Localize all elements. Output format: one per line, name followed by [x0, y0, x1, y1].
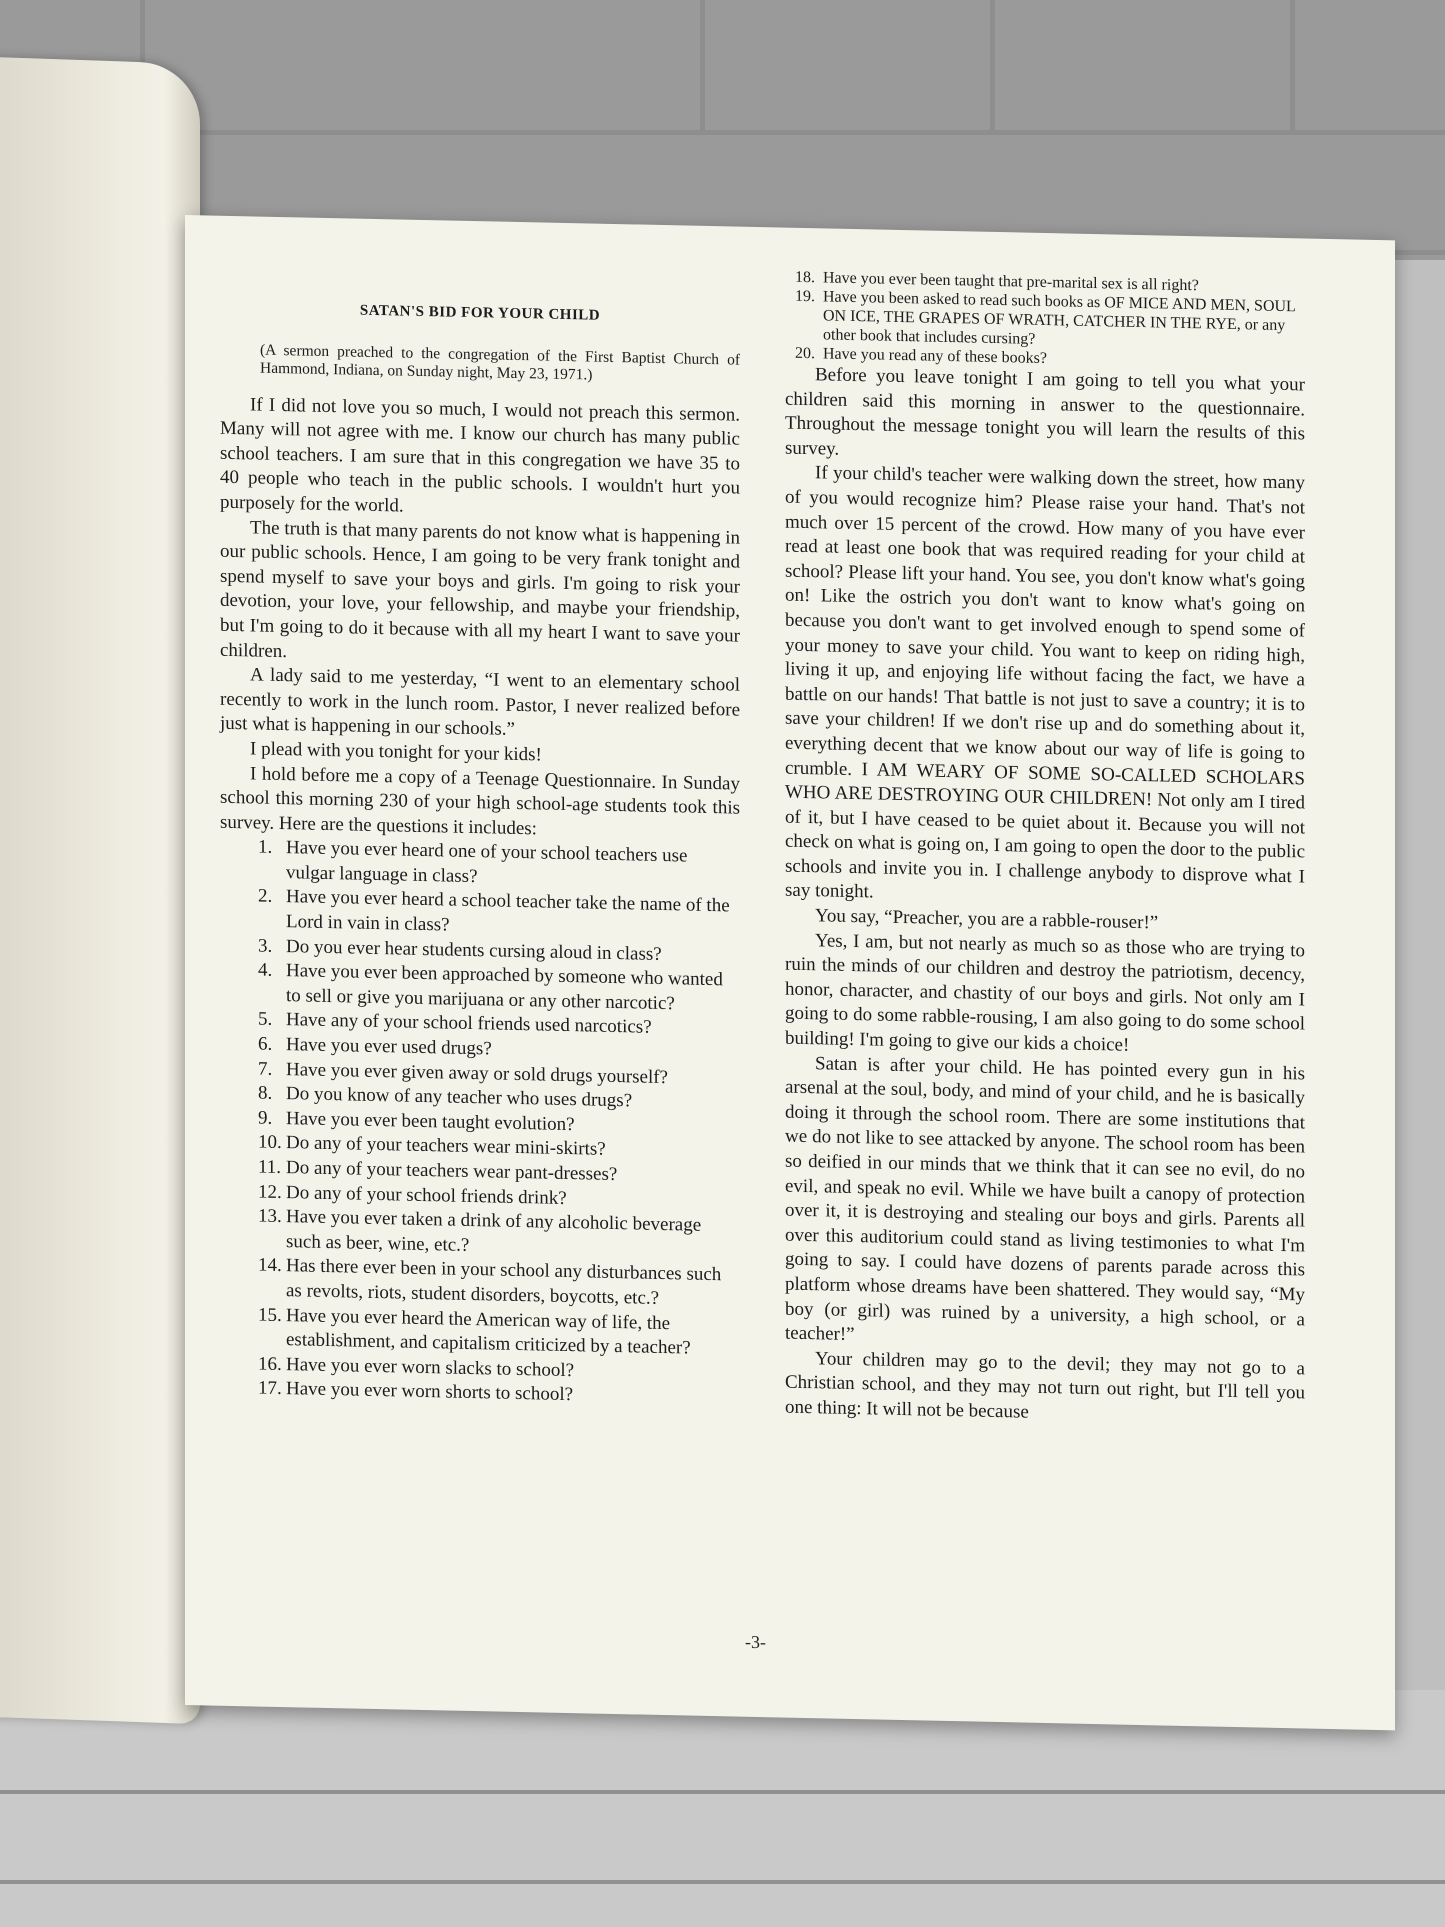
paragraph: A lady said to me yesterday, “I went to an elementary school recently to work in the lunch room. Pastor, I never realized before just what is happening in our schools.” — [220, 664, 740, 741]
question-text: Have you ever worn slacks to school? — [286, 1353, 575, 1381]
question-number: 16. — [258, 1353, 282, 1375]
question-text: Have you ever been approached by someone who wanted to sell or give you marijuana or any other narcotic? — [286, 960, 723, 1015]
surface-line — [0, 1790, 1445, 1794]
book-page — [185, 215, 1395, 1730]
left-paragraphs — [220, 392, 740, 846]
question-number: 11. — [258, 1156, 282, 1179]
question-text: Have you ever worn shorts to school? — [286, 1378, 574, 1406]
question-number: 8. — [258, 1082, 273, 1105]
paragraph: Satan is after your child. He has pointed every gun in his arsenal at the soul, body, and mind of your child, and he is basically doing it through the school room. There are some institutions that we do not like to see attacked by anyone. The school room has been so deified in our minds that we think that it can see no evil, do no evil, and speak no evil. While we have built a canopy of protection over it, it is destroying and stealing our boys and girls. Parents all over this auditorium could stand as living testimonies to what I'm going to say. I could have dozens of parents parade across this platform whose dreams have been shattered. They would say, “My boy (or girl) was ruined by a university, a high school, or a teacher!” — [785, 1052, 1305, 1346]
paragraph: You say, “Preacher, you are a rabble-rouser!” — [815, 905, 1159, 934]
question-number: 2. — [258, 885, 273, 908]
paragraph: I plead with you tonight for your kids! — [250, 738, 542, 766]
question-number: 12. — [258, 1181, 282, 1203]
question-number: 17. — [258, 1377, 282, 1400]
question-item — [795, 287, 1305, 355]
question-number: 19. — [795, 287, 815, 306]
left-column — [220, 296, 740, 1412]
question-text: Have you ever heard the American way of life, the establishment, and capitalism criticized by a teacher? — [286, 1304, 691, 1359]
question-number: 18. — [795, 268, 815, 287]
paragraph: If your child's teacher were walking down the street, how many of you would recognize him? Please raise your hand. That's not much over 15 percent of the crowd. How many of you have ever read at least one book that was required reading for your child at school? Please lift your hand. You see, you don't know what's going on! Like the ostrich you don't want to know what's going on because you don't want to get involved enough to spend some of your money to save your child. You want to keep on riding high, living it up, and enjoying life without facing the fact, we have a battle on our hands! That battle is not just to save a country; it is to save your children! If we don't rise up and do something about it, everything decent that we know about our way of life is going to crumble. I AM WEARY OF SOME SO-CALLED SCHOLARS WHO ARE DESTROYING OUR CHILDREN! Not only am I tired of it, but I have ceased to be quiet about it. Because you will not check on what is going on, I am going to open the door to the public schools and invite you in. I challenge anybody to disprove what I say tonight. — [785, 462, 1305, 903]
page-number: -3- — [745, 1631, 766, 1653]
brick-mortar-line — [0, 130, 1445, 135]
questionnaire-list-left — [220, 835, 740, 1412]
paragraph: Yes, I am, but not nearly as much so as those who are trying to ruin the minds of our children and destroy the patriotism, decency, honor, character, and chastity of our boys and girls. Not only am I going to do some rabble-rousing, I am also going to do some school building! I'm going to give our kids a choice! — [785, 929, 1305, 1056]
question-text: Have you read any of these books? — [823, 345, 1047, 368]
question-number: 15. — [258, 1304, 282, 1326]
question-text: Do any of your school friends drink? — [286, 1181, 567, 1209]
question-number: 10. — [258, 1131, 282, 1154]
question-number: 3. — [258, 935, 273, 957]
surface-line — [0, 1880, 1445, 1884]
question-number: 9. — [258, 1107, 273, 1129]
question-text: Have you ever given away or sold drugs yourself? — [286, 1058, 668, 1088]
question-text: Do you ever hear students cursing aloud in class? — [286, 935, 662, 965]
question-number: 6. — [258, 1033, 273, 1055]
questionnaire-list-right — [785, 268, 1305, 374]
question-text: Do any of your teachers wear mini-skirts? — [286, 1132, 606, 1161]
left-book-page — [0, 56, 200, 1724]
paragraph: If I did not love you so much, I would not preach this sermon. Many will not agree with me. I know our church has many public school teachers. I am sure that in this congregation we have 35 to 40 people who teach in the public schools. I wouldn't hurt you purposely for the world. — [220, 393, 740, 517]
question-number: 4. — [258, 959, 273, 982]
question-text: Have you ever taken a drink of any alcoholic beverage such as beer, wine, etc.? — [286, 1206, 702, 1256]
question-text: Have you ever heard a school teacher take the name of the Lord in vain in class? — [286, 886, 730, 936]
question-number: 7. — [258, 1058, 273, 1080]
question-number: 5. — [258, 1008, 273, 1031]
question-text: Have you been asked to read such books as OF MICE AND MEN, SOUL ON ICE, THE GRAPES OF WRATH, CATCHER IN THE RYE, or any other book that includes cursing? — [823, 288, 1296, 348]
question-number: 13. — [258, 1205, 282, 1228]
question-text: Have any of your school friends used narcotics? — [286, 1009, 652, 1039]
question-text: Have you ever heard one of your school teachers use vulgar language in class? — [286, 837, 688, 888]
sermon-intro: (A sermon preached to the congregation of the First Baptist Church of Hammond, Indiana, on Sunday night, May 23, 1971.) — [260, 341, 740, 384]
question-number: 14. — [258, 1254, 282, 1277]
brick-mortar-line — [700, 0, 705, 130]
question-text: Do you know of any teacher who uses drugs? — [286, 1083, 633, 1112]
question-text: Has there ever been in your school any disturbances such as revolts, riots, student disorders, boycotts, etc.? — [286, 1255, 722, 1309]
question-text: Have you ever been taught evolution? — [286, 1107, 575, 1135]
right-paragraphs — [785, 363, 1305, 1431]
brick-mortar-line — [990, 0, 995, 130]
sermon-title: SATAN'S BID FOR YOUR CHILD — [359, 302, 601, 324]
paragraph: Your children may go to the devil; they may not go to a Christian school, and they may not turn out right, but I'll tell you one thing: It will not be because — [785, 1347, 1305, 1423]
question-text: Have you ever used drugs? — [286, 1034, 492, 1060]
question-number: 1. — [258, 836, 273, 859]
question-number: 20. — [795, 344, 815, 363]
right-column — [785, 268, 1305, 1431]
brick-mortar-line — [1290, 0, 1295, 130]
question-text: Have you ever been taught that pre-marital sex is all right? — [823, 269, 1199, 295]
paragraph: Before you leave tonight I am going to tell you what your children said this morning in answer to the questionnaire. Throughout the message tonight you will learn the results of this survey. — [785, 364, 1305, 460]
paragraph: The truth is that many parents do not know what is happening in our public schools. Hence, I am going to be very frank tonight and spend myself to save your boys and girls. I'm going to risk your devotion, your love, your fellowship, and maybe your friendship, but I'm going to do it because with all my heart I want to save your children. — [220, 516, 740, 662]
question-text: Do any of your teachers wear pant-dresses? — [286, 1157, 618, 1186]
paragraph: I hold before me a copy of a Teenage Questionnaire. In Sunday school this morning 230 of your high school-age students took this survey. Here are the questions it includes: — [220, 762, 740, 840]
